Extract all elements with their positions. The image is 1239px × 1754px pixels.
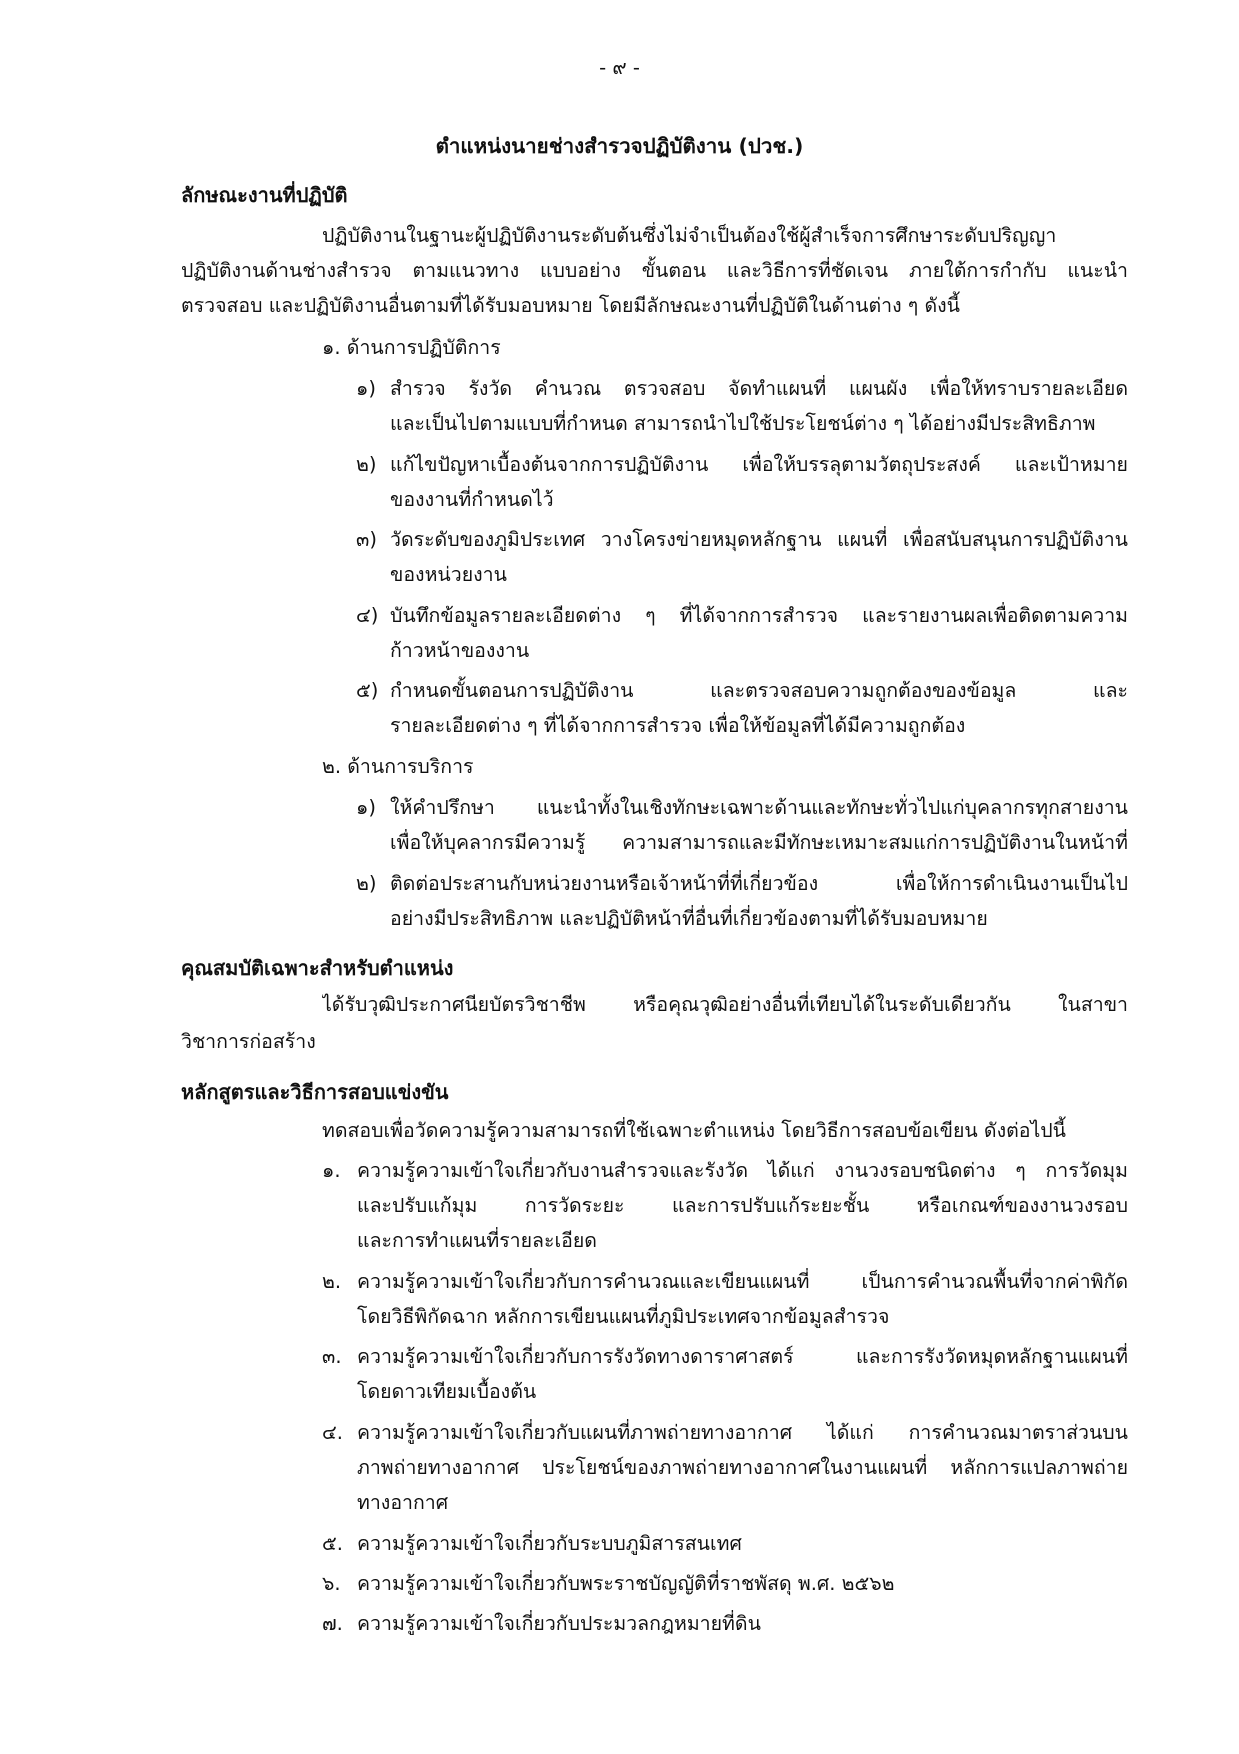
exam-item-number: ๒. [322, 1270, 342, 1293]
list-item-line: อย่างมีประสิทธิภาพ และปฏิบัติหน้าที่อื่นที่เกี่ยวข้องตามที่ได้รับมอบหมาย [390, 907, 988, 930]
exam-item-number: ๔. [322, 1421, 343, 1444]
exam-item-line: ความรู้ความเข้าใจเกี่ยวกับประมวลกฎหมายที่ดิน [357, 1612, 761, 1635]
exam-item-line: ทางอากาศ [357, 1491, 449, 1514]
list-item-number: ๒) [356, 453, 377, 476]
exam-intro: ทดสอบเพื่อวัดความรู้ความสามารถที่ใช้เฉพาะตำแหน่ง โดยวิธีการสอบข้อเขียน ดังต่อไปนี้ [322, 1119, 1066, 1142]
list-item-line: รายละเอียดต่าง ๆ ที่ได้จากการสำรวจ เพื่อให้ข้อมูลที่ได้มีความถูกต้อง [390, 714, 966, 737]
exam-item-number: ๖. [322, 1572, 341, 1595]
exam-item-line: ความรู้ความเข้าใจเกี่ยวกับการรังวัดทางดาราศาสตร์ และการรังวัดหมุดหลักฐานแผนที่ [357, 1345, 1128, 1368]
exam-item-line: ความรู้ความเข้าใจเกี่ยวกับระบบภูมิสารสนเทศ [357, 1532, 742, 1555]
list-item-number: ๑) [356, 377, 376, 400]
duties-heading: ลักษณะงานที่ปฏิบัติ [181, 183, 348, 207]
page-title: ตำแหน่งนายช่างสำรวจปฏิบัติงาน (ปวช.) [435, 134, 804, 158]
duties-intro-line: ปฏิบัติงานในฐานะผู้ปฏิบัติงานระดับต้นซึ่งไม่จำเป็นต้องใช้ผู้สำเร็จการศึกษาระดับปริญญา [322, 224, 1057, 247]
exam-item-line: ความรู้ความเข้าใจเกี่ยวกับการคำนวณและเขียนแผนที่ เป็นการคำนวณพื้นที่จากค่าพิกัด [357, 1270, 1128, 1293]
list-item-line: ก้าวหน้าของงาน [390, 639, 530, 662]
section-services-label: ๒. ด้านการบริการ [322, 755, 474, 778]
list-item-line: ของหน่วยงาน [390, 563, 507, 586]
list-item-line: วัดระดับของภูมิประเทศ วางโครงข่ายหมุดหลักฐาน แผนที่ เพื่อสนับสนุนการปฏิบัติงาน [390, 528, 1128, 551]
exam-item-number: ๑. [322, 1159, 341, 1182]
list-item-line: ให้คำปรึกษา แนะนำทั้งในเชิงทักษะเฉพาะด้านและทักษะทั่วไปแก่บุคลากรทุกสายงาน [390, 796, 1128, 819]
duties-intro-line: ปฏิบัติงานด้านช่างสำรวจ ตามแนวทาง แบบอย่าง ขั้นตอน และวิธีการที่ชัดเจน ภายใต้การกำกับ แนะนำ [181, 259, 1128, 282]
exam-item-line: ความรู้ความเข้าใจเกี่ยวกับงานสำรวจและรังวัด ได้แก่ งานวงรอบชนิดต่าง ๆ การวัดมุม [357, 1159, 1128, 1182]
exam-heading: หลักสูตรและวิธีการสอบแข่งขัน [181, 1080, 449, 1104]
list-item-number: ๔) [356, 604, 379, 627]
exam-item-line: ภาพถ่ายทางอากาศ ประโยชน์ของภาพถ่ายทางอากาศในงานแผนที่ หลักการแปลภาพถ่าย [357, 1456, 1128, 1479]
list-item-number: ๕) [356, 679, 379, 702]
exam-item-line: ความรู้ความเข้าใจเกี่ยวกับแผนที่ภาพถ่ายทางอากาศ ได้แก่ การคำนวณมาตราส่วนบน [357, 1421, 1128, 1444]
list-item-line: สำรวจ รังวัด คำนวณ ตรวจสอบ จัดทำแผนที่ แผนผัง เพื่อให้ทราบรายละเอียด [390, 377, 1128, 400]
list-item-line: เพื่อให้บุคลากรมีความรู้ ความสามารถและมีทักษะเหมาะสมแก่การปฏิบัติงานในหน้าที่ [390, 831, 1128, 854]
exam-item-number: ๓. [322, 1345, 342, 1368]
list-item-line: ติดต่อประสานกับหน่วยงานหรือเจ้าหน้าที่ที่เกี่ยวข้อง เพื่อให้การดำเนินงานเป็นไป [390, 872, 1128, 895]
list-item-line: บันทึกข้อมูลรายละเอียดต่าง ๆ ที่ได้จากการสำรวจ และรายงานผลเพื่อติดตามความ [390, 604, 1128, 627]
list-item-number: ๒) [356, 872, 377, 895]
list-item-number: ๑) [356, 796, 376, 819]
list-item-line: และเป็นไปตามแบบที่กำหนด สามารถนำไปใช้ประโยชน์ต่าง ๆ ได้อย่างมีประสิทธิภาพ [390, 412, 1096, 435]
list-item-line: ของงานที่กำหนดไว้ [390, 488, 554, 511]
section-operations-label: ๑. ด้านการปฏิบัติการ [322, 336, 501, 359]
list-item-line: กำหนดขั้นตอนการปฏิบัติงาน และตรวจสอบความถูกต้องของข้อมูล และ [390, 679, 1128, 702]
exam-item-line: และการทำแผนที่รายละเอียด [357, 1229, 597, 1252]
list-item-line: แก้ไขปัญหาเบื้องต้นจากการปฏิบัติงาน เพื่อให้บรรลุตามวัตถุประสงค์ และเป้าหมาย [390, 453, 1128, 476]
exam-item-line: และปรับแก้มุม การวัดระยะ และการปรับแก้ระยะชั้น หรือเกณฑ์ของงานวงรอบ [357, 1194, 1128, 1217]
exam-item-number: ๗. [322, 1612, 343, 1635]
page-number: - ๙ - [599, 56, 640, 79]
list-item-number: ๓) [356, 528, 377, 551]
qualifications-heading: คุณสมบัติเฉพาะสำหรับตำแหน่ง [181, 956, 454, 980]
qualifications-line: ได้รับวุฒิประกาศนียบัตรวิชาชีพ หรือคุณวุฒิอย่างอื่นที่เทียบได้ในระดับเดียวกัน ในสาขา [322, 993, 1128, 1016]
duties-intro-line: ตรวจสอบ และปฏิบัติงานอื่นตามที่ได้รับมอบหมาย โดยมีลักษณะงานที่ปฏิบัติในด้านต่าง ๆ ดังนี้ [181, 294, 960, 317]
exam-item-number: ๕. [322, 1532, 343, 1555]
exam-item-line: โดยวิธีพิกัดฉาก หลักการเขียนแผนที่ภูมิประเทศจากข้อมูลสำรวจ [357, 1305, 890, 1328]
exam-item-line: ความรู้ความเข้าใจเกี่ยวกับพระราชบัญญัติที่ราชพัสดุ พ.ศ. ๒๕๖๒ [357, 1572, 895, 1595]
qualifications-line: วิชาการก่อสร้าง [181, 1030, 316, 1053]
exam-item-line: โดยดาวเทียมเบื้องต้น [357, 1380, 537, 1403]
